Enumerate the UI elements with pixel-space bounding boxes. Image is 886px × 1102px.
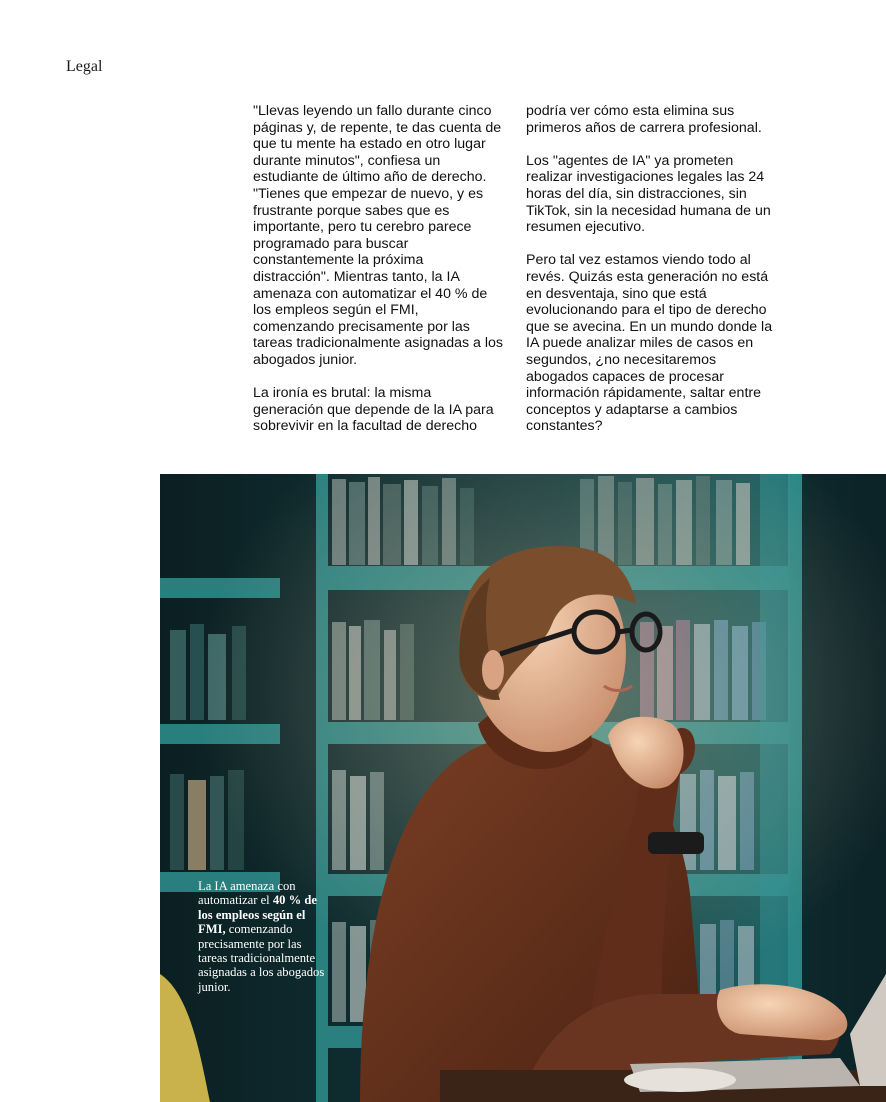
- caption-bold: 40 % de los empleos según el FMI,: [198, 893, 317, 937]
- photo-illustration: [160, 474, 886, 1102]
- paragraph: Pero tal vez estamos viendo todo al revés. Quizás esta generación no está en desventaja, sino que está evolucionando para el tipo de derecho que se avecina. En un mundo donde la IA puede analizar miles de casos en segundos, ¿no necesitaremos abogados capaces de procesar información rápidamente, saltar entre conceptos y adaptarse a cambios constantes?: [526, 252, 773, 435]
- article-column-right: [526, 103, 776, 451]
- caption-lead: La IA amenaza con automatizar el: [198, 879, 296, 908]
- paragraph: podría ver cómo esta elimina sus primeros años de carrera profesional.: [526, 103, 762, 136]
- paragraph: Los "agentes de IA" ya prometen realizar investigaciones legales las 24 horas del día, sin distracciones, sin TikTok, sin la necesidad humana de un resumen ejecutivo.: [526, 152, 771, 236]
- paragraph: "Llevas leyendo un fallo durante cinco páginas y, de repente, te das cuenta de que tu mente ha estado en otro lugar durante minutos", confiesa un estudiante de último año de derecho. "Tienes que empezar de nuevo, y es frustrante porque sabes que es importante, pero tu cerebro parece programado para buscar constantemente la próxima distracción". Mientras tanto, la IA amenaza con automatizar el 40 % de los empleos según el FMI, comenzando precisamente por las tareas tradicionalmente asignadas a los abogados junior.: [253, 103, 504, 368]
- caption-tail: comenzando precisamente por las tareas tradicionalmente asignadas a los abogados junior.: [198, 922, 325, 994]
- section-label: Legal: [66, 58, 103, 75]
- photo-caption: [198, 879, 330, 994]
- paragraph: La ironía es brutal: la misma generación que depende de la IA para sobrevivir en la facultad de derecho: [253, 385, 494, 435]
- article-column-left: [253, 103, 503, 451]
- article-photo: [160, 474, 886, 1102]
